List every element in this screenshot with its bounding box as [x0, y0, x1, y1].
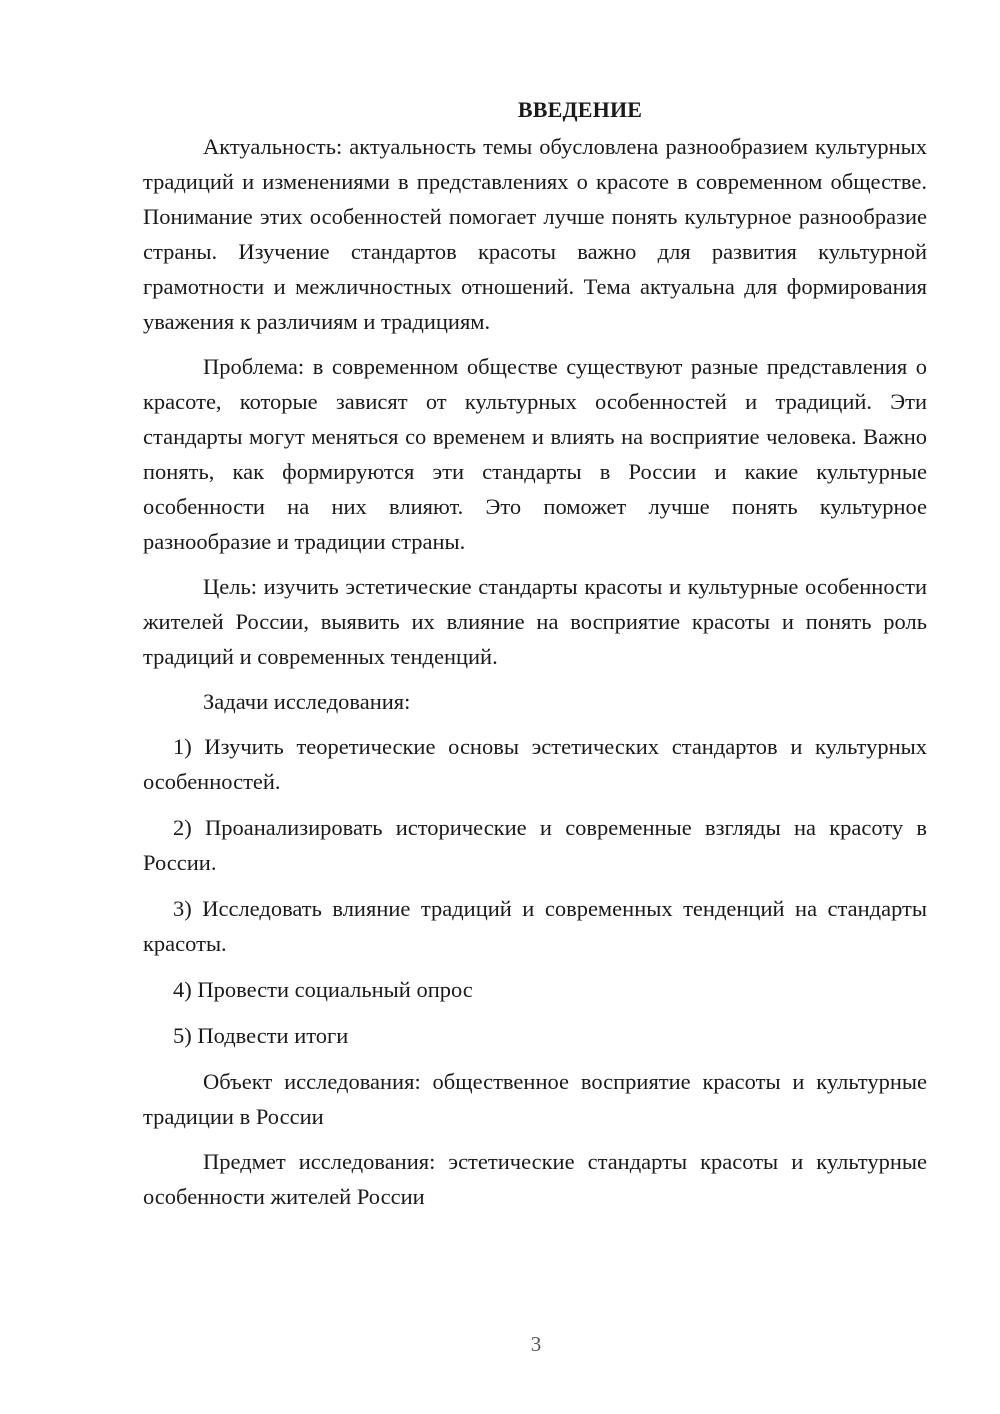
task-item-2: 2) Проанализировать исторические и современные взгляды на красоту в России. [143, 815, 927, 875]
document-page [143, 92, 927, 1224]
page-number: 3 [530, 1332, 542, 1356]
goal-paragraph: Цель: изучить эстетические стандарты красоты и культурные особенности жителей России, выявить их влияние на восприятие красоты и понять роль традиций и современных тенденций. [143, 574, 927, 669]
subject-paragraph: Предмет исследования: эстетические стандарты красоты и культурные особенности жителей России [143, 1149, 927, 1209]
problem-paragraph: Проблема: в современном обществе существуют разные представления о красоте, которые зависят от культурных особенностей и традиций. Эти стандарты могут меняться со временем и влиять на восприятие человека. Важно понять, как формируются эти стандарты в России и какие культурные особенности на них влияют. Это поможет лучше понять культурное разнообразие и традиции страны. [143, 354, 927, 554]
tasks-heading: Задачи исследования: [203, 689, 411, 714]
task-item-1: 1) Изучить теоретические основы эстетических стандартов и культурных особенностей. [143, 734, 927, 794]
relevance-paragraph: Актуальность: актуальность темы обусловлена разнообразием культурных традиций и изменениями в представлениях о красоте в современном обществе. Понимание этих особенностей помогает лучше понять культурное разнообразие страны. Изучение стандартов красоты важно для развития культурной грамотности и межличностных отношений. Тема актуальна для формирования уважения к различиям и традициям. [143, 134, 927, 334]
task-item-3: 3) Исследовать влияние традиций и современных тенденций на стандарты красоты. [143, 896, 927, 956]
object-paragraph: Объект исследования: общественное восприятие красоты и культурные традиции в России [143, 1069, 927, 1129]
task-item-4: 4) Провести социальный опрос [173, 977, 473, 1002]
task-item-5: 5) Подвести итоги [173, 1023, 349, 1048]
page-title: ВВЕДЕНИЕ [517, 97, 643, 122]
